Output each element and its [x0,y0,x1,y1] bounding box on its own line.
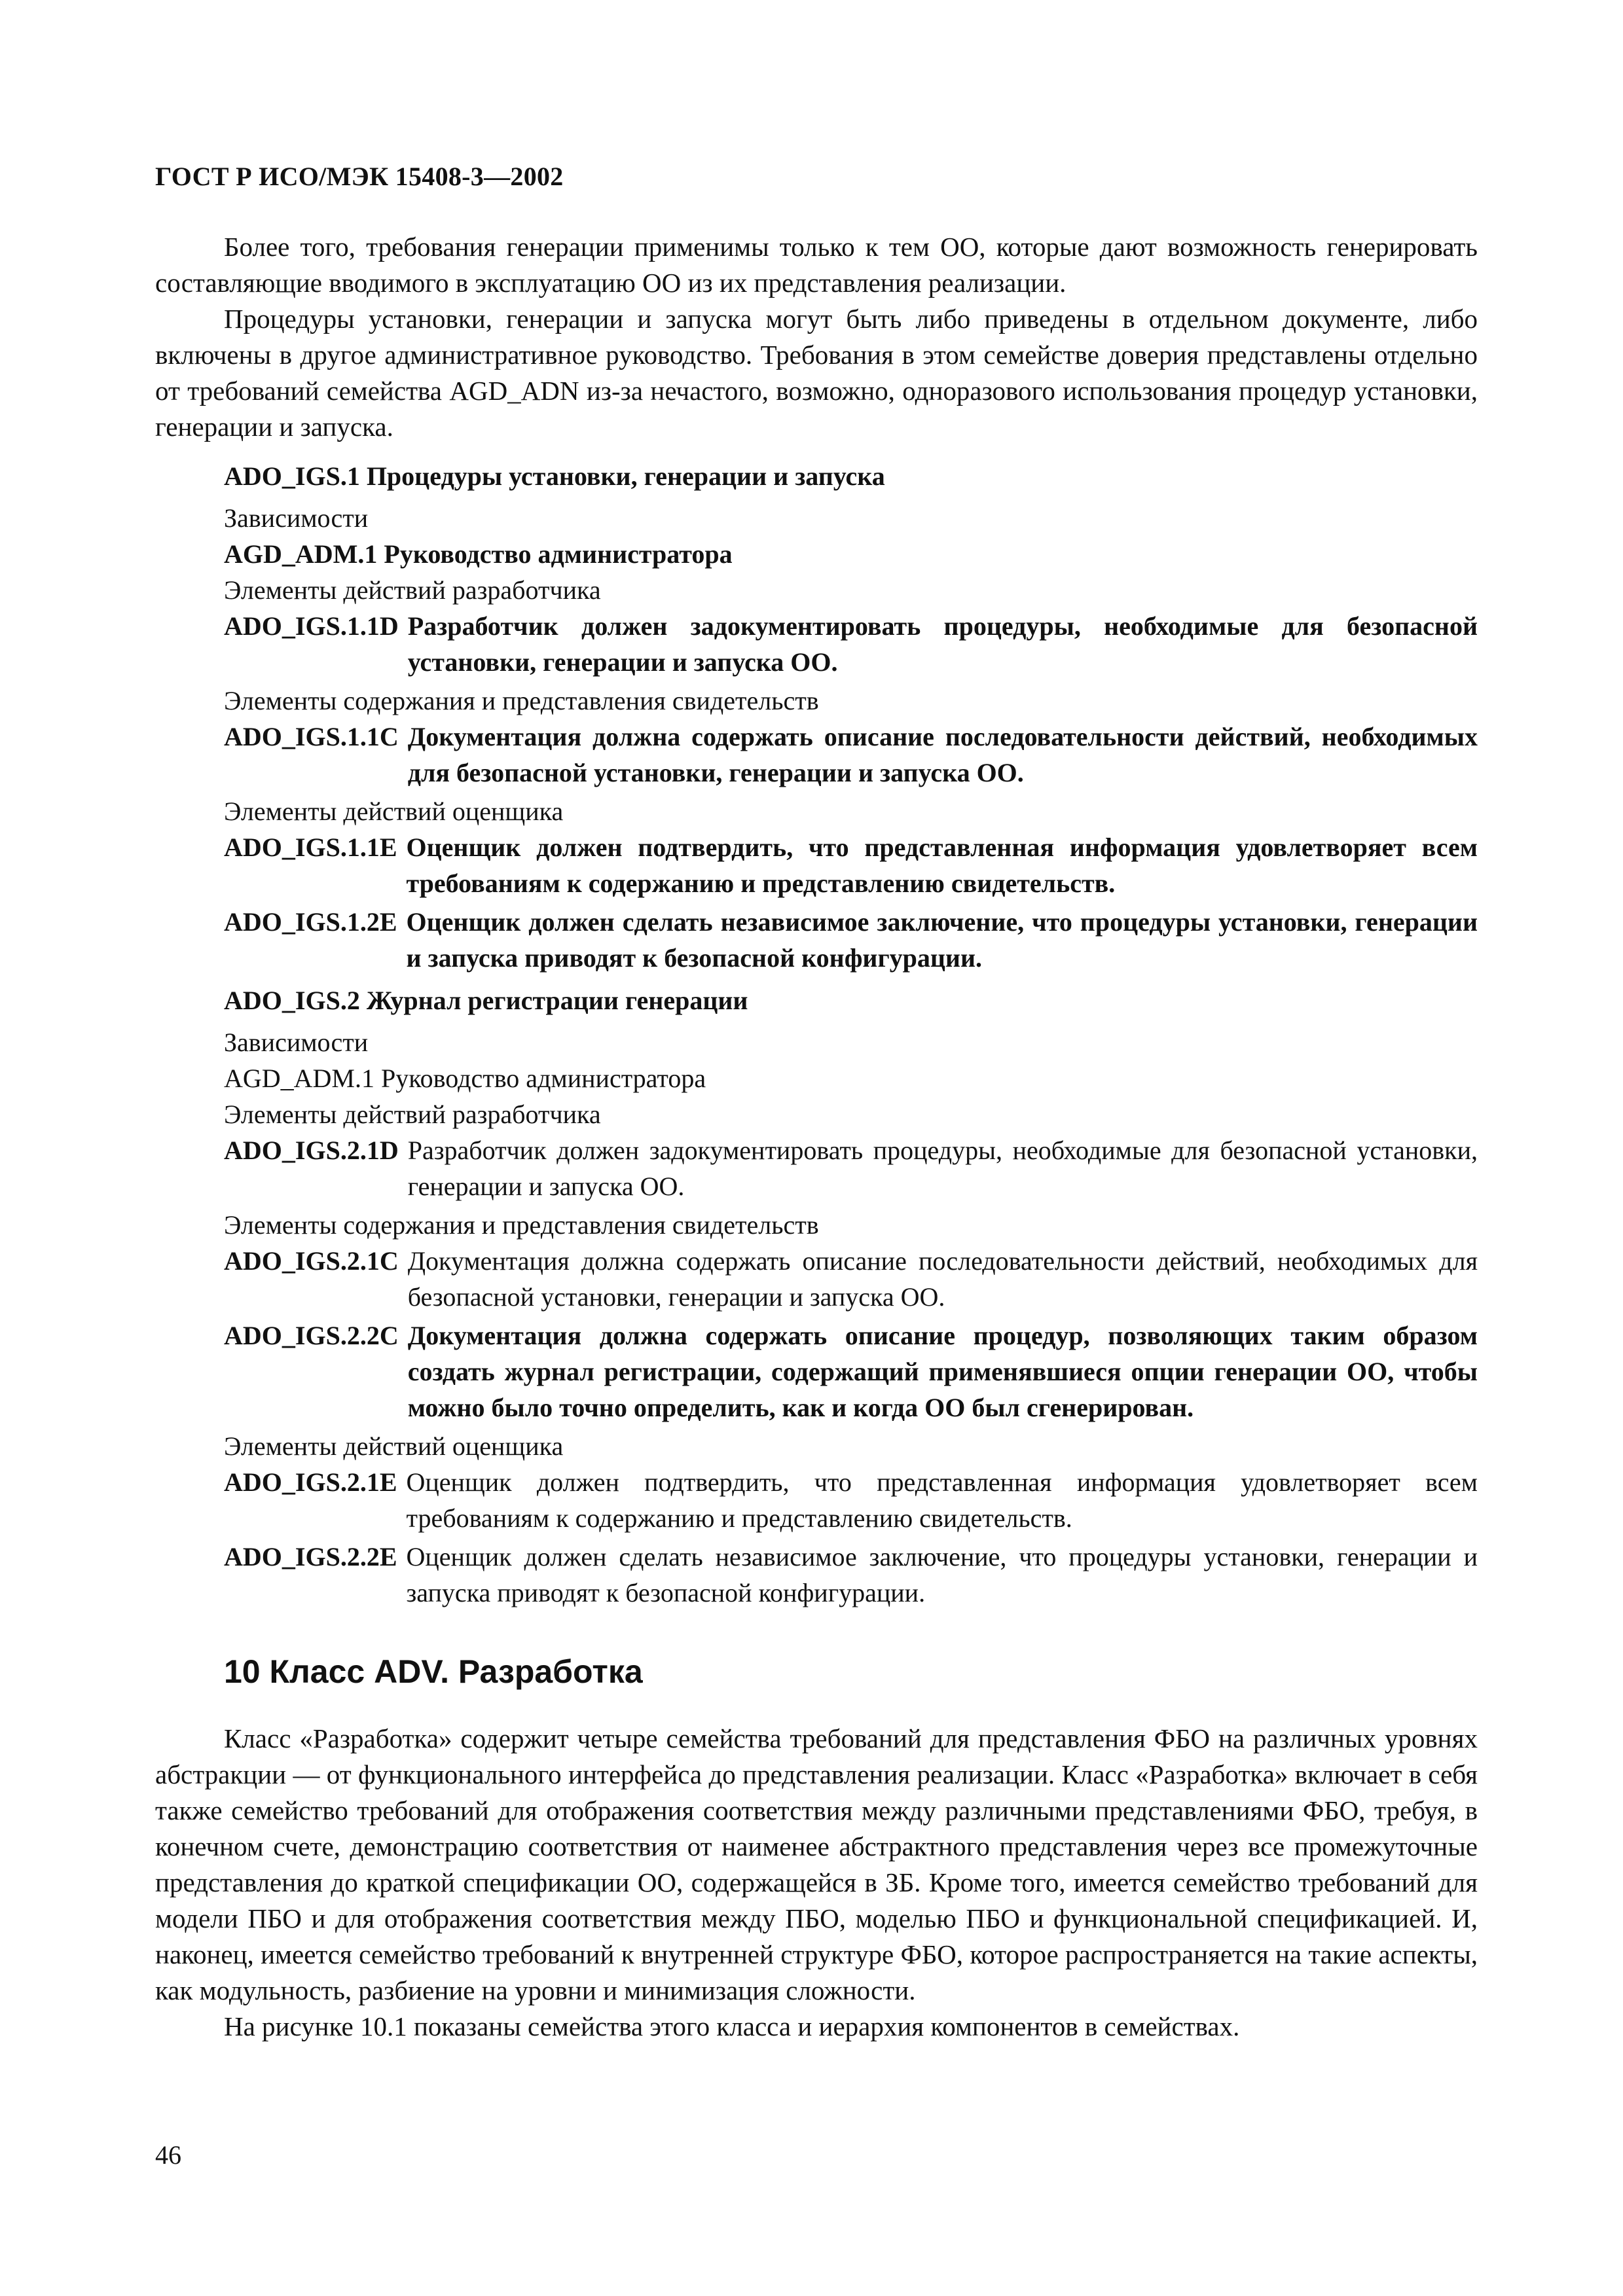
element-text: Оценщик должен подтвердить, что представленная информация удовлетворяет всем требованиям к содержанию и представлению свидетельств. [406,1467,1478,1533]
evaluator-elements-label: Элементы действий оценщика [224,1431,564,1461]
component-ado-igs-2 [224,982,1478,1611]
section-heading: 10 Класс ADV. Разработка [224,1653,643,1690]
element-id: ADO_IGS.2.2E [224,1542,397,1571]
element-id: ADO_IGS.2.1D [224,1136,399,1165]
element-text: Документация должна содержать описание последовательности действий, необходимых для безопасной установки, генерации и запуска ОО. [407,722,1478,787]
dependencies-label: Зависимости [224,1028,369,1057]
element-row [224,608,1478,680]
dependency-item: AGD_ADM.1 Руководство администратора [224,539,733,569]
content-elements-label: Элементы содержания и представления свидетельств [224,1210,819,1240]
element-row [224,719,1478,791]
section-paragraph-2: На рисунке 10.1 показаны семейства этого класса и иерархия компонентов в семействах. [224,2011,1240,2041]
element-id: ADO_IGS.1.1E [224,833,397,862]
element-text: Документация должна содержать описание процедур, позволяющих таким образом создать журнал регистрации, содержащий применявшиеся опции генерации ОО, чтобы можно было точно определить, как и когда ОО был сгенерирован. [407,1321,1478,1422]
element-row [224,829,1478,901]
element-text: Оценщик должен сделать независимое заключение, что процедуры установки, генерации и запуска приводят к безопасной конфигурации. [406,1542,1478,1607]
element-id: ADO_IGS.2.1E [224,1467,397,1497]
element-text: Оценщик должен подтвердить, что представленная информация удовлетворяет всем требованиям к содержанию и представлению свидетельств. [406,833,1478,898]
page-number: 46 [155,2140,181,2170]
element-row [224,1539,1478,1611]
component-title: ADO_IGS.2 Журнал регистрации генерации [224,986,748,1015]
running-header: ГОСТ Р ИСО/МЭК 15408-3—2002 [155,162,564,191]
element-row [224,1318,1478,1426]
element-id: ADO_IGS.2.2C [224,1321,399,1350]
document-page [155,157,1478,2045]
developer-elements-label: Элементы действий разработчика [224,1100,601,1129]
component-title: ADO_IGS.1 Процедуры установки, генерации и запуска [224,461,885,491]
dependencies-label: Зависимости [224,503,369,533]
element-text: Разработчик должен задокументировать процедуры, необходимые для безопасной установки, генерации и запуска ОО. [407,1136,1478,1201]
intro-paragraph-1: Более того, требования генерации применимы только к тем ОО, которые дают возможность генерировать составляющие вводимого в эксплуатацию ОО из их представления реализации. [155,232,1478,298]
element-id: ADO_IGS.1.1D [224,611,399,641]
element-text: Оценщик должен сделать независимое заключение, что процедуры установки, генерации и запуска приводят к безопасной конфигурации. [406,907,1478,973]
content-elements-label: Элементы содержания и представления свидетельств [224,686,819,715]
element-row [224,1464,1478,1536]
section-paragraph-1: Класс «Разработка» содержит четыре семейства требований для представления ФБО на различных уровнях абстракции — от функционального интерфейса до представления реализации. Класс «Разработка» включает в себя также семейство требований для отображения соответствия между различными представлениями ФБО, требуя, в конечном счете, демонстрацию соответствия от наименее абстрактного представления через все промежуточные представления до краткой спецификации ОО, содержащейся в ЗБ. Кроме того, имеется семейство требований для модели ПБО и для отображения соответствия между ПБО, моделью ПБО и функциональной спецификацией. И, наконец, имеется семейство требований к внутренней структуре ФБО, которое распространяется на такие аспекты, как модульность, разбиение на уровни и минимизация сложности. [155,1723,1478,2005]
intro-paragraph-2: Процедуры установки, генерации и запуска могут быть либо приведены в отдельном документе, либо включены в другое административное руководство. Требования в этом семействе доверия представлены отдельно от требований семейства AGD_ADN из-за нечастого, возможно, одноразового использования процедур установки, генерации и запуска. [155,304,1478,442]
element-id: ADO_IGS.1.2E [224,907,397,937]
element-row [224,1132,1478,1204]
dependency-item: AGD_ADM.1 Руководство администратора [224,1064,706,1093]
element-row [224,1243,1478,1315]
evaluator-elements-label: Элементы действий оценщика [224,797,564,826]
element-row [224,904,1478,976]
element-id: ADO_IGS.2.1C [224,1246,399,1276]
developer-elements-label: Элементы действий разработчика [224,575,601,605]
component-ado-igs-1 [224,458,1478,976]
element-text: Разработчик должен задокументировать процедуры, необходимые для безопасной установки, генерации и запуска ОО. [407,611,1478,677]
element-text: Документация должна содержать описание последовательности действий, необходимых для безопасной установки, генерации и запуска ОО. [407,1246,1478,1312]
element-id: ADO_IGS.1.1C [224,722,399,751]
